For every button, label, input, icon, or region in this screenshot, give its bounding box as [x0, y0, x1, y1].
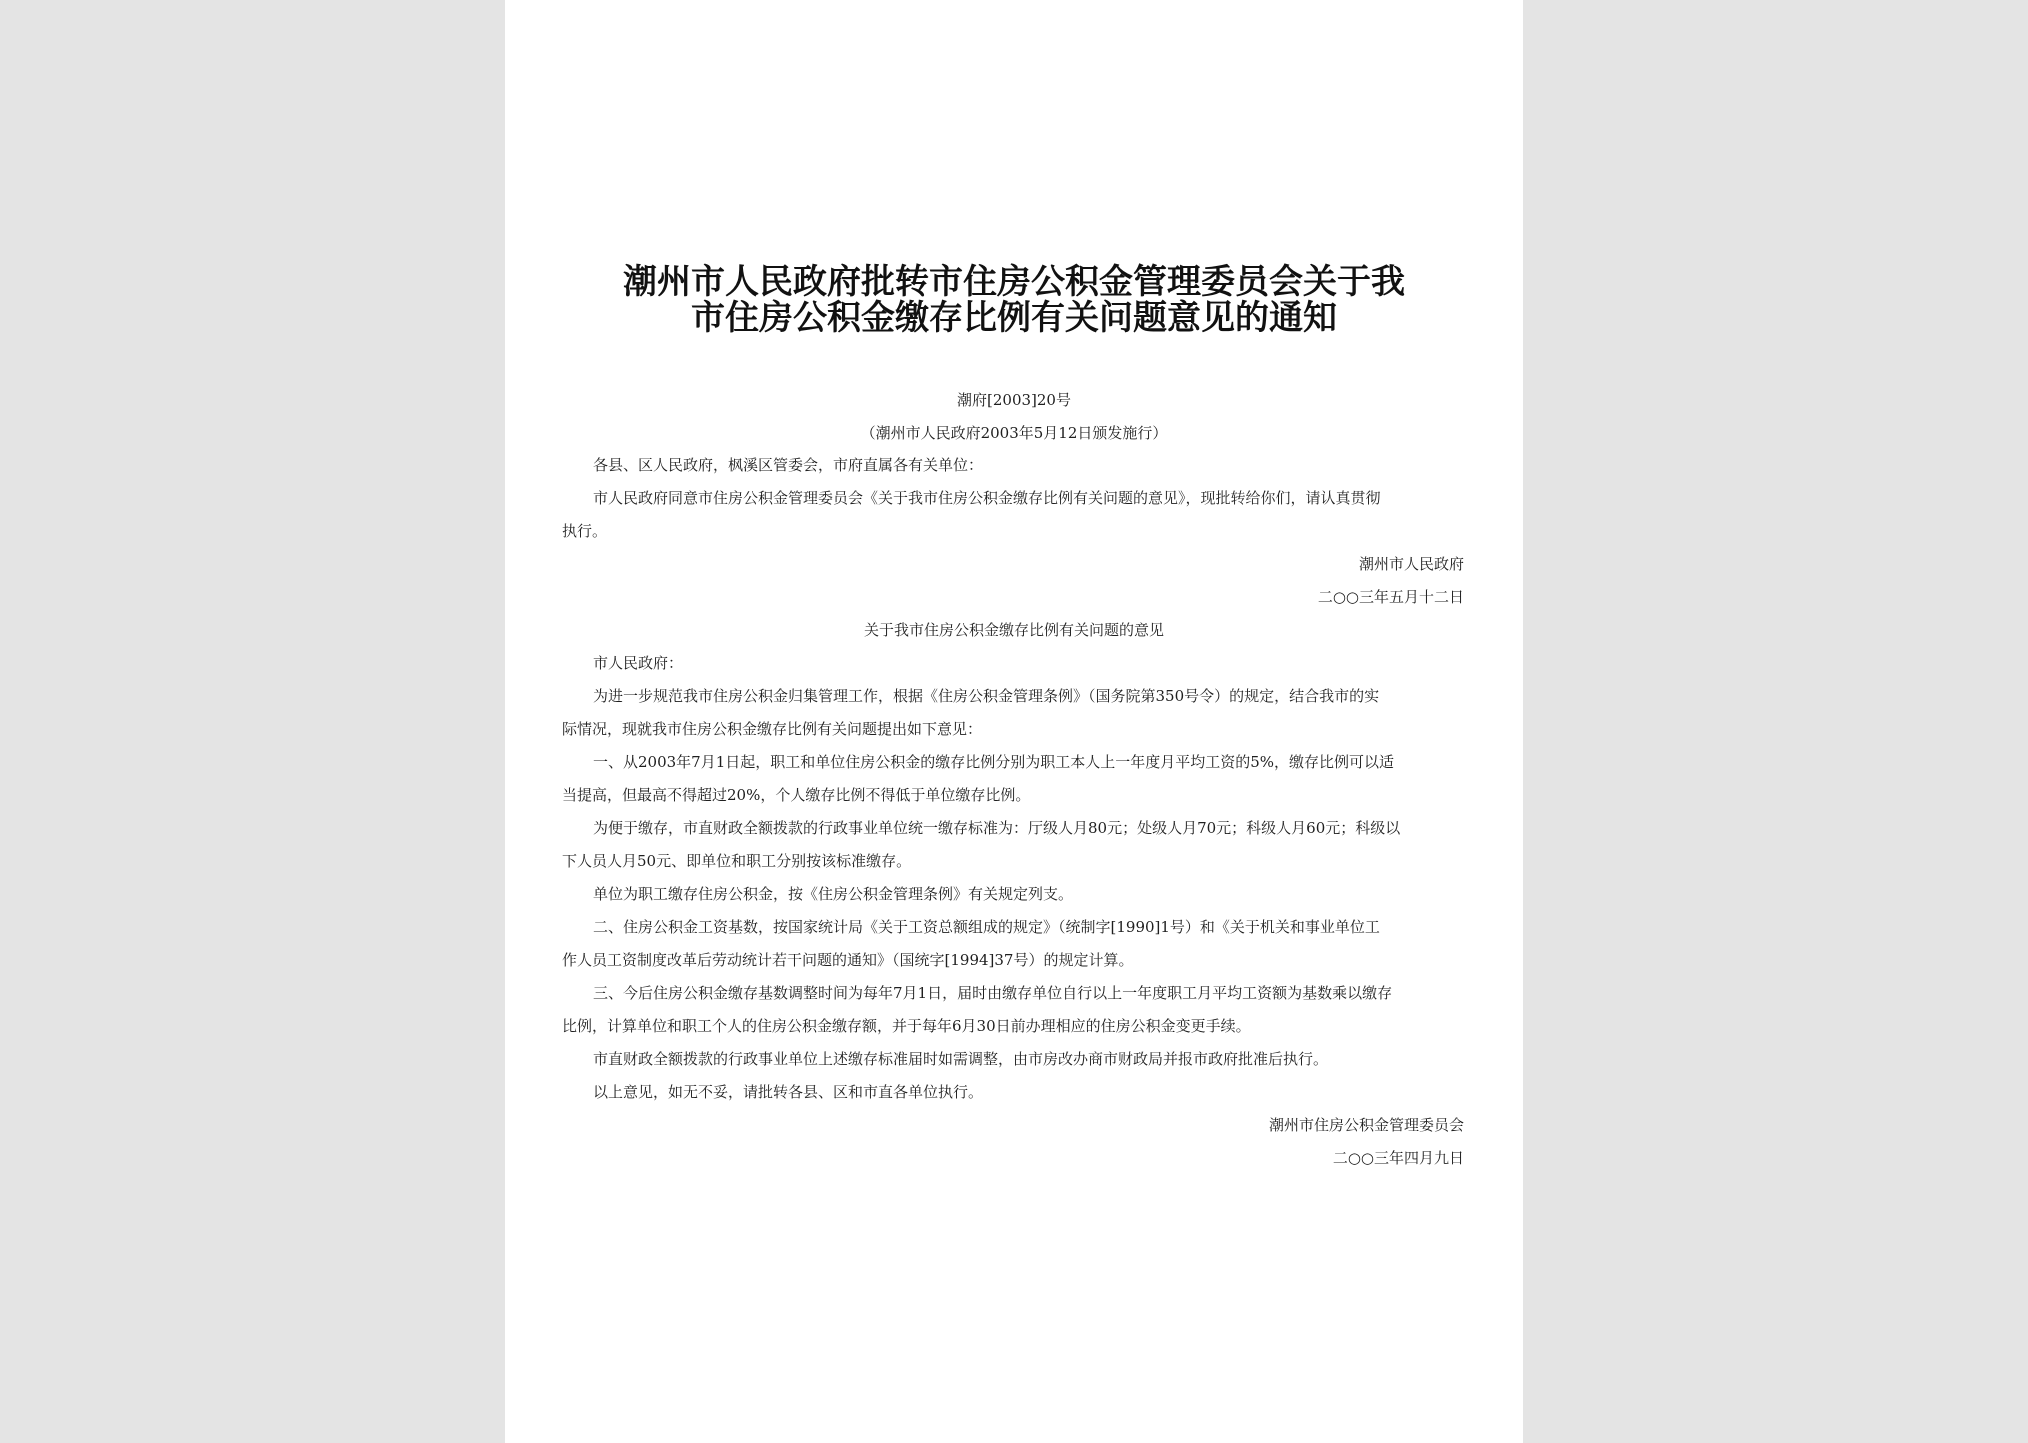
intro-paragraph-line1: 市人民政府同意市住房公积金管理委员会《关于我市住房公积金缴存比例有关问题的意见》，现批转给你们，请认真贯彻 — [593, 489, 1381, 507]
document-title-line1: 潮州市人民政府批转市住房公积金管理委员会关于我 — [623, 262, 1405, 302]
paragraph-7: 市直财政全额拨款的行政事业单位上述缴存标准届时如需调整，由市房改办商市财政局并报市政府批准后执行。 — [593, 1050, 1329, 1068]
paragraph-3-line1: 为便于缴存，市直财政全额拨款的行政事业单位统一缴存标准为：厅级人月80元；处级人月70元；科级人月60元；科级以 — [593, 819, 1401, 837]
signer-committee: 潮州市住房公积金管理委员会 — [1268, 1116, 1464, 1134]
document-number: 潮府[2003]20号 — [957, 391, 1071, 409]
date-committee: 二○○三年四月九日 — [1332, 1149, 1464, 1167]
paragraph-6-line2: 比例，计算单位和职工个人的住房公积金缴存额，并于每年6月30日前办理相应的住房公积金变更手续。 — [562, 1017, 1251, 1035]
paragraph-2-line2: 当提高，但最高不得超过20%，个人缴存比例不得低于单位缴存比例。 — [562, 786, 1031, 804]
paragraph-1-line2: 际情况，现就我市住房公积金缴存比例有关问题提出如下意见： — [562, 720, 983, 738]
opinion-title: 关于我市住房公积金缴存比例有关问题的意见 — [863, 621, 1164, 639]
paragraph-4: 单位为职工缴存住房公积金，按《住房公积金管理条例》有关规定列支。 — [593, 885, 1074, 903]
opinion-addressee: 市人民政府： — [593, 654, 684, 672]
paragraph-3-line2: 下人员人月50元、即单位和职工分别按该标准缴存。 — [562, 852, 912, 870]
date-government: 二○○三年五月十二日 — [1317, 588, 1464, 606]
issue-note: （潮州市人民政府2003年5月12日颁发施行） — [860, 424, 1168, 442]
paragraph-6-line1: 三、今后住房公积金缴存基数调整时间为每年7月1日，届时由缴存单位自行以上一年度职工月平均工资额为基数乘以缴存 — [593, 984, 1393, 1002]
paragraph-5-line2: 作人员工资制度改革后劳动统计若干问题的通知》（国统字[1994]37号）的规定计算。 — [562, 951, 1134, 969]
paragraph-8: 以上意见，如无不妥，请批转各县、区和市直各单位执行。 — [593, 1083, 984, 1101]
paragraph-5-line1: 二、住房公积金工资基数，按国家统计局《关于工资总额组成的规定》（统制字[1990]1号）和《关于机关和事业单位工 — [593, 918, 1380, 936]
addressee: 各县、区人民政府，枫溪区管委会，市府直属各有关单位： — [593, 456, 984, 474]
intro-paragraph-line2: 执行。 — [562, 522, 608, 540]
paragraph-1-line1: 为进一步规范我市住房公积金归集管理工作，根据《住房公积金管理条例》（国务院第350号令）的规定，结合我市的实 — [593, 687, 1380, 705]
document-page — [505, 0, 1523, 1443]
document-title-line2: 市住房公积金缴存比例有关问题意见的通知 — [691, 298, 1337, 338]
paragraph-2-line1: 一、从2003年7月1日起，职工和单位住房公积金的缴存比例分别为职工本人上一年度月平均工资的5%，缴存比例可以适 — [593, 753, 1395, 771]
signer-government: 潮州市人民政府 — [1358, 555, 1464, 573]
